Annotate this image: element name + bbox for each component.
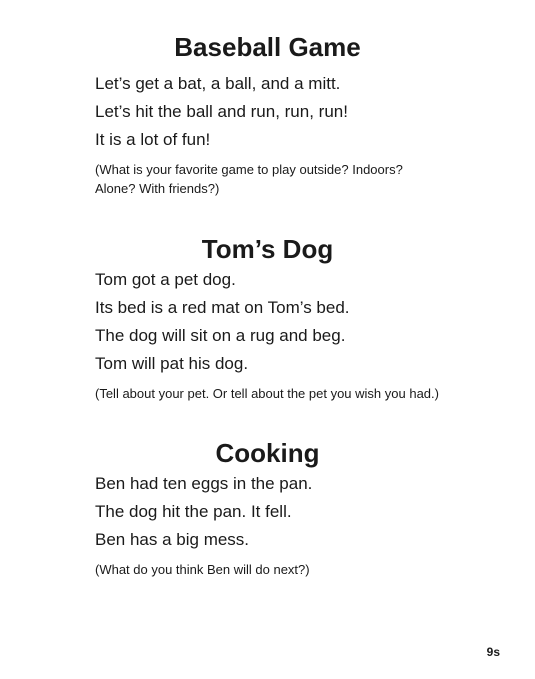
story-title: Cooking [215, 438, 320, 468]
story-line: The dog hit the pan. It fell. [95, 502, 292, 521]
story-title: Tom’s Dog [201, 234, 334, 264]
story-cooking [95, 438, 495, 579]
story-line: Let’s get a bat, a ball, and a mitt. [95, 74, 341, 93]
story-line: Ben has a big mess. [95, 530, 250, 549]
prompt-line: (Tell about your pet. Or tell about the pet you wish you had.) [95, 386, 439, 401]
story-toms-dog [95, 234, 495, 403]
page-number: 9s [486, 645, 500, 659]
story-line: Its bed is a red mat on Tom’s bed. [95, 298, 350, 317]
story-line: The dog will sit on a rug and beg. [95, 326, 346, 345]
story-line: It is a lot of fun! [95, 130, 211, 149]
story-baseball-game [95, 32, 495, 198]
prompt-line: (What is your favorite game to play outside? Indoors? [95, 162, 403, 177]
discussion-prompt [95, 560, 495, 579]
story-title: Baseball Game [174, 32, 361, 62]
story-line: Ben had ten eggs in the pan. [95, 474, 313, 493]
story-line: Let’s hit the ball and run, run, run! [95, 102, 348, 121]
prompt-line: (What do you think Ben will do next?) [95, 562, 310, 577]
discussion-prompt [95, 384, 495, 403]
discussion-prompt [95, 160, 495, 198]
prompt-line: Alone? With friends?) [95, 181, 220, 196]
story-line: Tom got a pet dog. [95, 270, 236, 289]
story-line: Tom will pat his dog. [95, 354, 249, 373]
